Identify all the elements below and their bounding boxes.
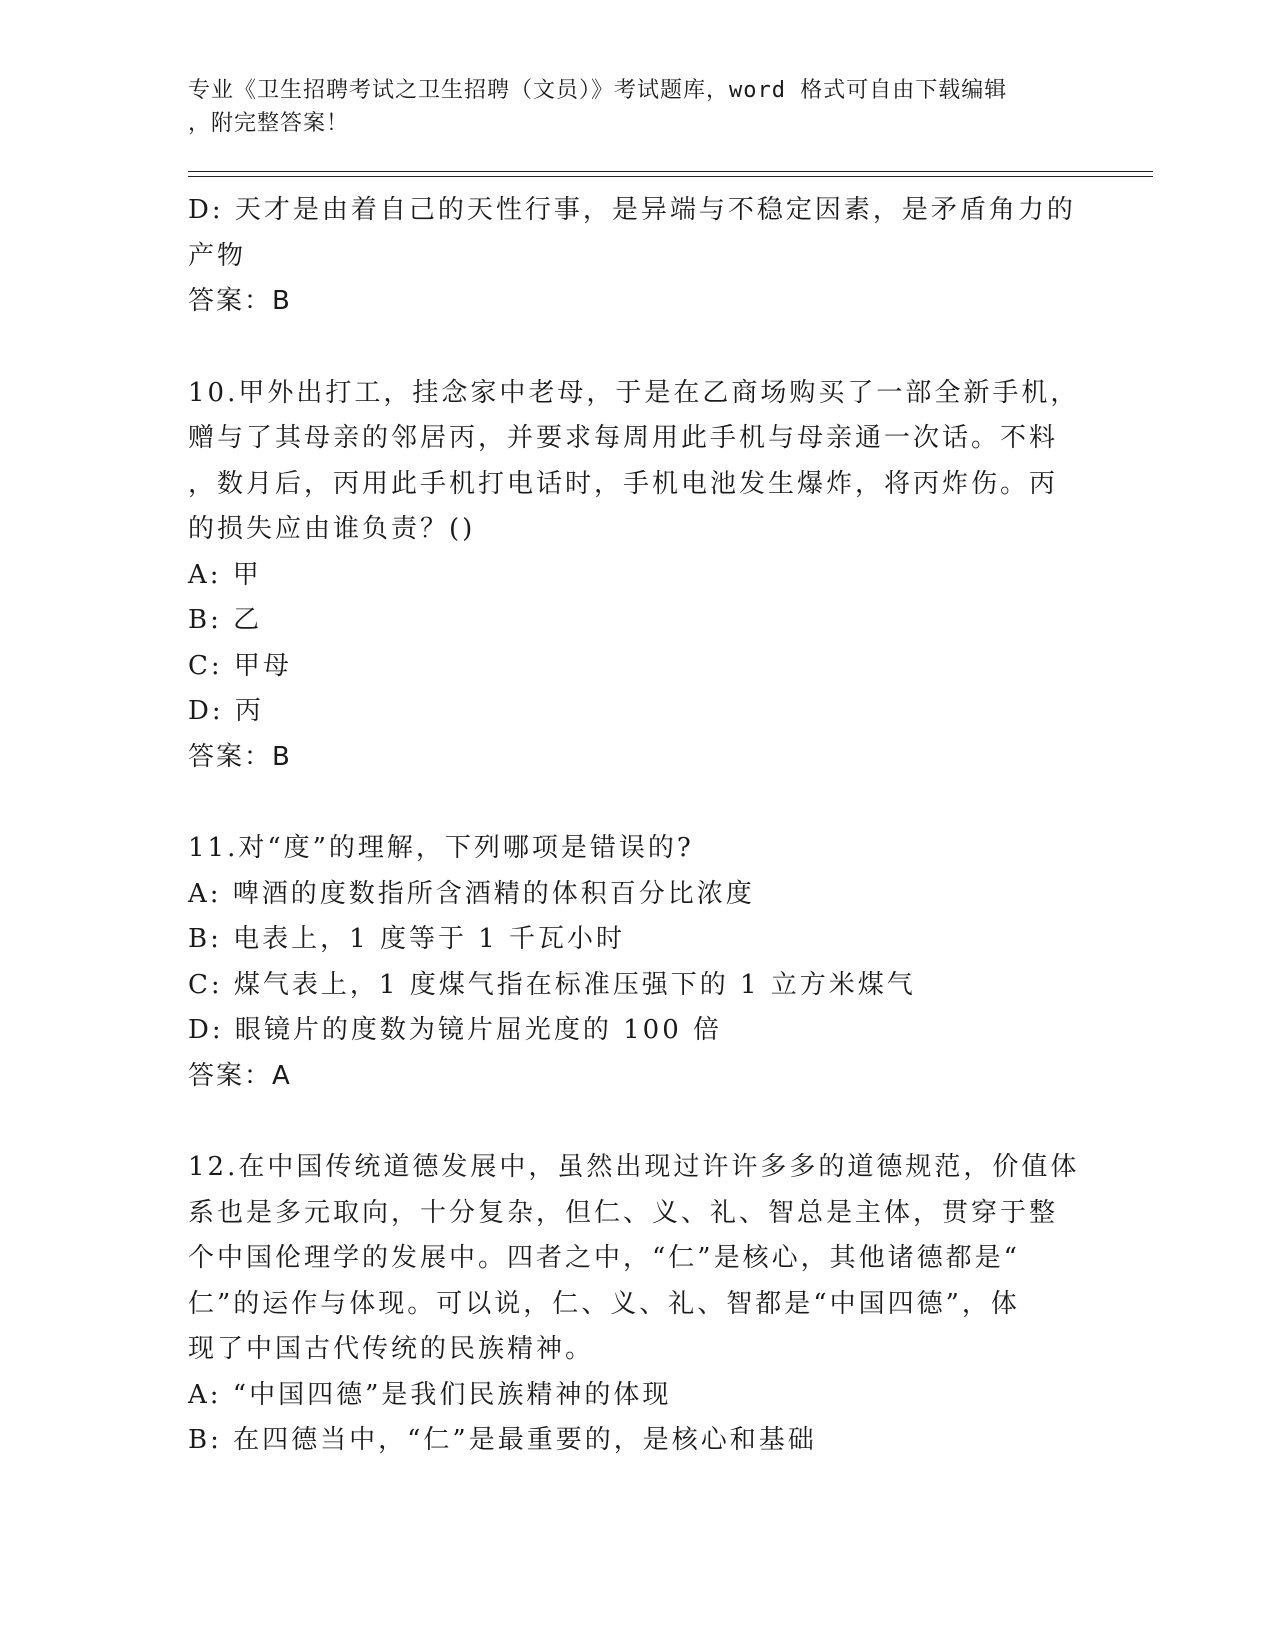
option-b: B: 在四德当中，“仁”是最重要的，是核心和基础 <box>188 1425 817 1455</box>
document-header <box>188 74 1088 140</box>
answer-label: 答案：B <box>188 741 292 772</box>
question-12 <box>188 1145 1080 1464</box>
header-rule-top <box>188 171 1153 172</box>
option-d-line-1: D: 天才是由着自己的天性行事，是异端与不稳定因素，是矛盾角力的 <box>188 195 1076 225</box>
question-stem-line: 赠与了其母亲的邻居丙，并要求每周用此手机与母亲通一次话。不料 <box>188 423 1059 453</box>
option-a: A: 啤酒的度数指所含酒精的体积百分比浓度 <box>188 878 755 909</box>
question-stem-line: ，数月后，丙用此手机打电话时，手机电池发生爆炸，将丙炸伤。丙 <box>188 468 1059 499</box>
option-a: A: 甲 <box>188 559 262 590</box>
answer-label: 答案：B <box>188 286 292 316</box>
question-10 <box>188 371 1080 781</box>
header-line-1: 专业《卫生招聘考试之卫生招聘（文员）》考试题库，word 格式可自由下载编辑 <box>188 78 1008 103</box>
question-stem-line: 11.对“度”的理解，下列哪项是错误的? <box>188 833 694 863</box>
option-c: C: 甲母 <box>188 650 292 681</box>
header-rule-bottom <box>188 176 1153 177</box>
spacer <box>188 325 1068 371</box>
question-content <box>188 188 1080 1464</box>
question-stem-line: 12.在中国传统道德发展中，虽然出现过许许多多的道德规范，价值体 <box>188 1152 1080 1182</box>
question-stem-line: 仁”的运作与体现。可以说，仁、义、礼、智都是“中国四德”，体 <box>188 1288 1020 1319</box>
option-b: B: 电表上，1 度等于 1 千瓦小时 <box>188 924 626 954</box>
option-a: A: “中国四德”是我们民族精神的体现 <box>188 1379 672 1410</box>
spacer <box>188 780 1068 826</box>
question-stem-line: 现了中国古代传统的民族精神。 <box>188 1334 595 1364</box>
question-stem-line: 10.甲外出打工，挂念家中老母，于是在乙商场购买了一部全新手机， <box>188 377 1080 408</box>
answer-label: 答案：A <box>188 1060 292 1091</box>
option-b: B: 乙 <box>188 605 263 635</box>
question-stem-line: 个中国伦理学的发展中。四者之中，“仁”是核心，其他诸德都是“ <box>188 1243 1020 1273</box>
question-11 <box>188 826 1068 1099</box>
question-stem-line: 的损失应由谁负责？() <box>188 514 476 544</box>
option-d-line-2: 产物 <box>188 240 247 271</box>
option-c: C: 煤气表上，1 度煤气指在标准压强下的 1 立方米煤气 <box>188 969 916 1000</box>
prev-question <box>188 188 1076 325</box>
spacer <box>188 1099 1068 1145</box>
option-d: D: 丙 <box>188 696 264 726</box>
header-line-2: ，附完整答案！ <box>188 111 350 136</box>
question-stem-line: 系也是多元取向，十分复杂，但仁、义、礼、智总是主体，贯穿于整 <box>188 1197 1059 1228</box>
option-d: D: 眼镜片的度数为镜片屈光度的 100 倍 <box>188 1015 723 1045</box>
